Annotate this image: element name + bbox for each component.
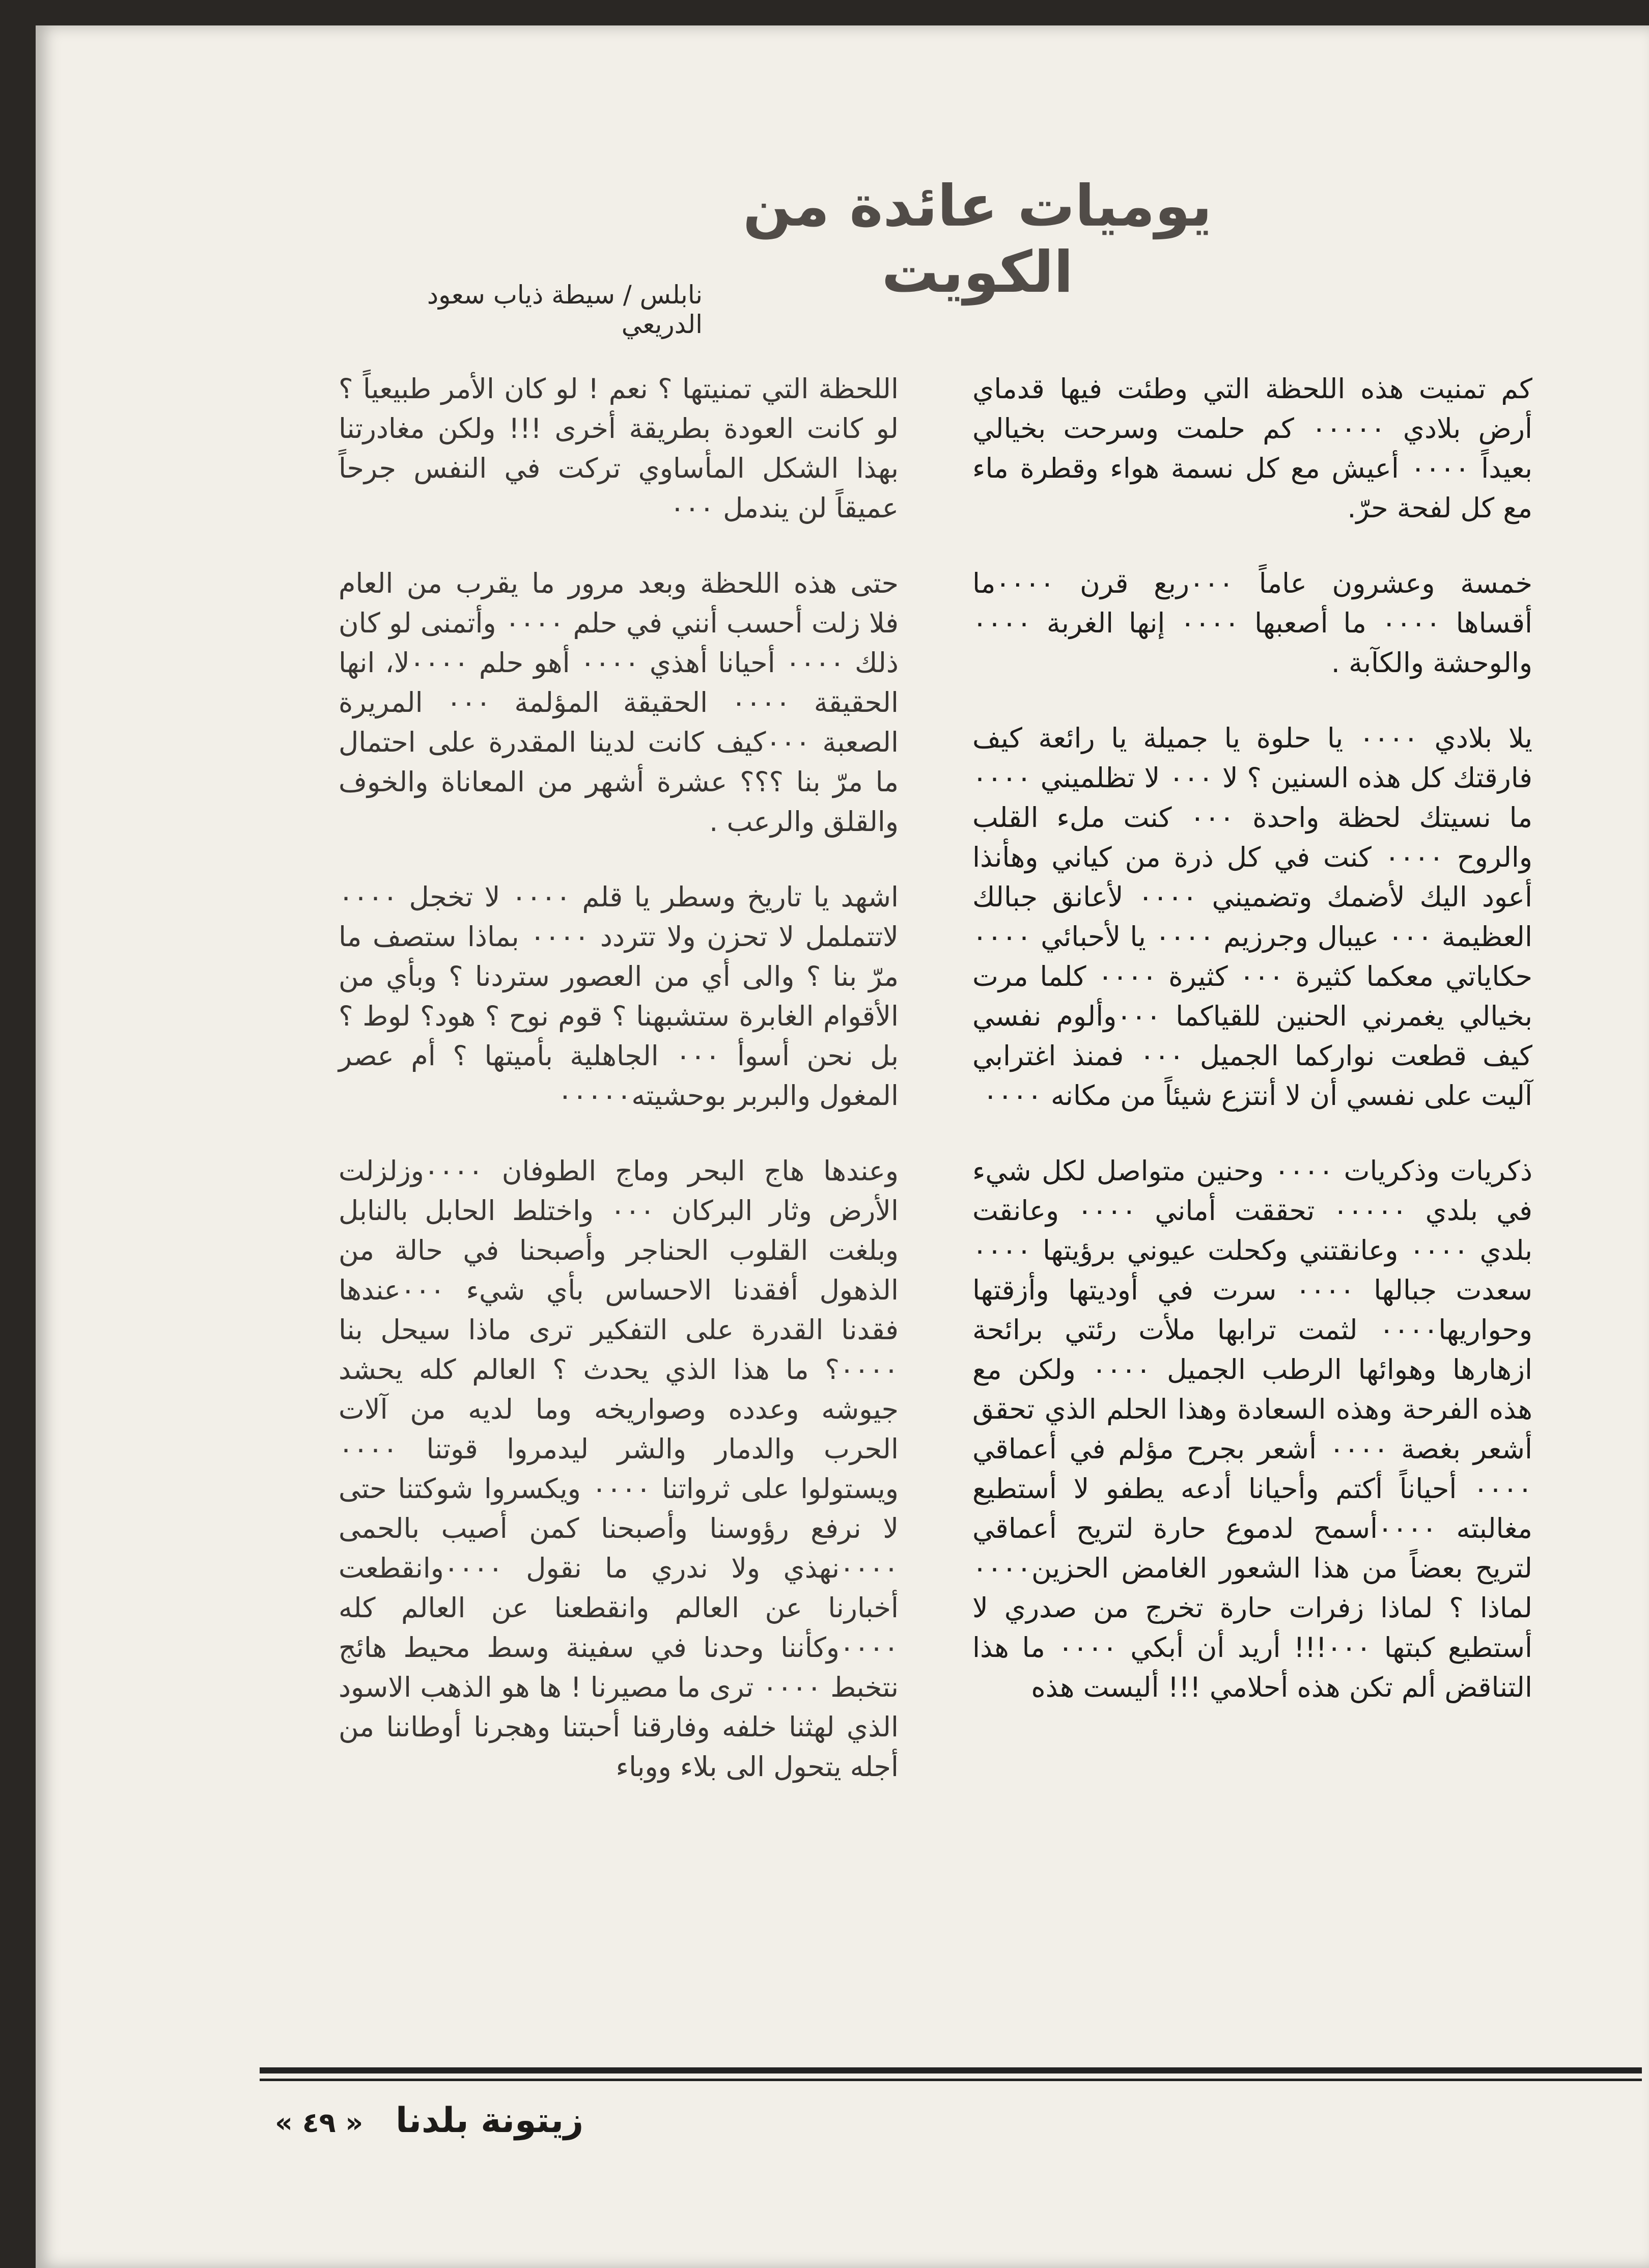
footer-rule (260, 2067, 1642, 2073)
right-column (972, 369, 1532, 1743)
paragraph: حتى هذه اللحظة وبعد مرور ما يقرب من العام فلا زلت أحسب أنني في حلم ٠٠٠٠ وأتمنى لو كان ذلك ٠٠٠٠ أحيانا أهذي ٠٠٠٠ أهو حلم ٠٠٠٠لا، انها الحقيقة ٠٠٠٠ الحقيقة المؤلمة ٠٠٠ المريرة الصعبة ٠٠٠كيف كانت لدينا المقدرة على احتمال ما مرّ بنا ؟؟؟ عشرة أشهر من المعاناة والخوف والقلق والرعب . (339, 567, 899, 838)
paragraph: كم تمنيت هذه اللحظة التي وطئت فيها قدماي أرض بلادي ٠٠٠٠٠ كم حلمت وسرحت بخيالي بعيداً ٠٠٠٠ أعيش مع كل نسمة هواء وقطرة ماء مع كل لفحة حرّ. (972, 373, 1532, 524)
magazine-page (36, 25, 1649, 2268)
magazine-name: زيتونة بلدنا (395, 2100, 584, 2141)
page-footer (275, 2100, 886, 2141)
left-column (339, 369, 899, 1822)
paragraph: اللحظة التي تمنيتها ؟ نعم ! لو كان الأمر طبيعياً ؟ لو كانت العودة بطريقة أخرى !!! ولكن مغادرتنا بهذا الشكل المأساوي تركت في النفس جرحاً عميقاً لن يندمل ٠٠٠ (339, 373, 899, 524)
article-byline: نابلس / سيطة ذياب سعود الدريعي (427, 280, 703, 339)
paragraph: ذكريات وذكريات ٠٠٠٠ وحنين متواصل لكل شيء في بلدي ٠٠٠٠٠ تحققت أماني ٠٠٠٠ وعانقت بلدي ٠٠٠٠ وعانقتني وكحلت عيوني برؤيتها ٠٠٠٠ سعدت جبالها ٠٠٠٠ سرت في أوديتها وأزقتها وحواريها٠٠٠٠ لثمت ترابها ملأت رئتي برائحة ازهارها وهوائها الرطب الجميل ٠٠٠٠ ولكن مع هذه الفرحة وهذه السعادة وهذا الحلم الذي تحقق أشعر بغصة ٠٠٠٠ أشعر بجرح مؤلم في أعماقي ٠٠٠٠ أحياناً أكتم وأحيانا أدعه يطفو لا أستطيع مغالبته ٠٠٠٠أسمح لدموع حارة لتريح أعماقي لتريح بعضاً من هذا الشعور الغامض الحزين٠٠٠٠ لماذا ؟ لماذا زفرات حارة تخرج من صدري لا أستطيع كبتها ٠٠٠!!! أريد أن أبكي ٠٠٠٠ ما هذا التناقض ألم تكن هذه أحلامي !!! أليست هذه (972, 1155, 1533, 1703)
paragraph: يلا بلادي ٠٠٠٠ يا حلوة يا جميلة يا رائعة كيف فارقتك كل هذه السنين ؟ لا ٠٠٠ لا تظلميني ٠٠٠٠ ما نسيتك لحظة واحدة ٠٠٠ كنت ملء القلب والروح ٠٠٠٠ كنت في كل ذرة من كياني وهأنذا أعود اليك لأضمك وتضميني ٠٠٠٠ لأعانق جبالك العظيمة ٠٠٠ عيبال وجرزيم ٠٠٠٠ يا لأحبائي ٠٠٠٠ حكاياتي معكما كثيرة ٠٠٠ كثيرة ٠٠٠٠ كلما مرت بخيالي يغمرني الحنين للقياكما ٠٠٠وألوم نفسي كيف قطعت نواركما الجميل ٠٠٠ فمنذ اغترابي آليت على نفسي أن لا أنتزع شيئاً من مكانه ٠٠٠٠ (972, 722, 1532, 1112)
paragraph: اشهد يا تاريخ وسطر يا قلم ٠٠٠٠ لا تخجل ٠٠٠٠ لاتتململ لا تحزن ولا تتردد ٠٠٠٠ بماذا ستصف ما مرّ بنا ؟ والى أي من العصور ستردنا ؟ وبأي من الأقوام الغابرة ستشبهنا ؟ قوم نوح ؟ هود؟ لوط ؟ بل نحن أسوأ ٠٠٠ الجاهلية بأميتها ؟ أم عصر المغول والبربر بوحشيته٠٠٠٠٠ (339, 881, 899, 1112)
footer-rule-thin (260, 2079, 1642, 2081)
paragraph: خمسة وعشرون عاماً ٠٠٠ربع قرن ٠٠٠٠ما أقساها ٠٠٠٠ ما أصعبها ٠٠٠٠ إنها الغربة ٠٠٠٠ والوحشة والكآبة . (972, 567, 1533, 679)
article-title: يوميات عائدة من الكويت (743, 173, 1212, 306)
paragraph: وعندها هاج البحر وماج الطوفان ٠٠٠٠وزلزلت الأرض وثار البركان ٠٠٠ واختلط الحابل بالنابل وبلغت القلوب الحناجر وأصبحنا في حالة من الذهول أفقدنا الاحساس بأي شيء ٠٠٠عندها فقدنا القدرة على التفكير ترى ماذا سيحل بنا ٠٠٠٠؟ ما هذا الذي يحدث ؟ العالم كله يحشد جيوشه وعدده وصواريخه وما لديه من آلات الحرب والدمار والشر ليدمروا قوتنا ٠٠٠٠ ويستولوا على ثرواتنا ٠٠٠٠ ويكسروا شوكتنا حتى لا نرفع رؤوسنا وأصبحنا كمن أصيب بالحمى ٠٠٠٠نهذي ولا ندري ما نقول ٠٠٠٠وانقطعت أخبارنا عن العالم وانقطعنا عن العالم كله ٠٠٠٠وكأننا وحدنا في سفينة وسط محيط هائج نتخبط ٠٠٠٠ ترى ما مصيرنا ! ها هو الذهب الاسود الذي لهثنا خلفه وفارقنا أحبتنا وهجرنا أوطاننا من أجله يتحول الى بلاء ووباء (339, 1155, 899, 1783)
page-number: « ٤٩ » (275, 2107, 364, 2139)
